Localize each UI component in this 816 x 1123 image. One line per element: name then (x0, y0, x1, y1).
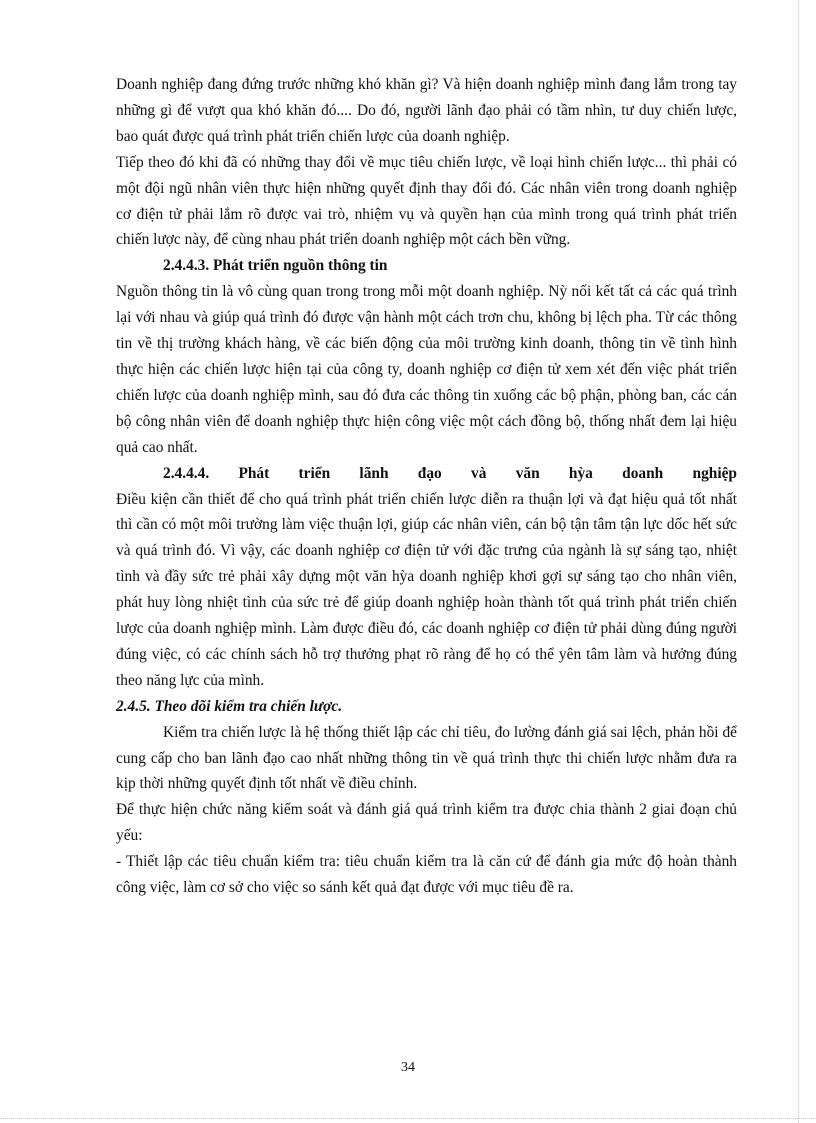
heading-2443-information: 2.4.4.3. Phát triển nguồn thông tin (163, 257, 388, 275)
page-number: 34 (401, 1060, 415, 1075)
heading-245-monitoring: 2.4.5. Theo dõi kiểm tra chiến lược. (116, 697, 343, 715)
paragraph-information: Nguồn thông tin là vô cùng quan trong trong mỗi một doanh nghiệp. Nỳ nối kết tất cả các quá trình lại với nhau và giúp quá trình đó được vận hành một cách trơn chu, không bị lệch pha. Từ các thông tin về thị trường khách hàng, về các biến động của môi trường kinh doanh, thông tin về tình hình thực hiện các chiến lược hiện tại của công ty, doanh nghiệp cơ điện tử xem xét đến việc phát triển chiến lược của doanh nghiệp mình, sau đó đưa các thông tin xuống các bộ phận, phòng ban, các cán bộ công nhân viên để doanh nghiệp thực hiện công việc một cách đồng bộ, thống nhất đem lại hiệu quả cao nhất. (116, 283, 737, 456)
paragraph-challenges: Doanh nghiệp đang đứng trước những khó khăn gì? Và hiện doanh nghiệp mình đang lắm trong tay những gì để vượt qua khó khăn đó.... Do đó, người lãnh đạo phải có tầm nhìn, tư duy chiến lược, bao quát được quá trình phát triển chiến lược của doanh nghiệp. (116, 76, 737, 145)
paragraph-leadership-culture: Điều kiện cần thiết để cho quá trình phát triển chiến lược diễn ra thuận lợi và đạt hiệu quả tốt nhất thì cần có một môi trường làm việc thuận lợi, giúp các nhân viên, cán bộ tận tâm tận lực dốc hết sức và quá trình đó. Vì vậy, các doanh nghiệp cơ điện tử với đặc trưng của ngành là sự sáng tạo, nhiệt tình và đầy sức trẻ phải xây dựng một văn hỳa doanh nghiệp khơi gợi sự sáng tạo cho nhân viên, phát huy lòng nhiệt tình của sức trẻ để giúp doanh nghiệp hoàn thành tốt quá trình phát triển chiến lược của doanh nghiệp mình. Làm được điều đó, các doanh nghiệp cơ điện tử phải dùng đúng người đúng việc, có các chính sách hỗ trợ thưởng phạt rõ ràng để họ có thể yên tâm làm và hưởng đúng theo năng lực của mình. (116, 490, 737, 689)
paragraph-strategy-control: Kiểm tra chiến lược là hệ thống thiết lập các chỉ tiêu, đo lường đánh giá sai lệch, phản hồi để cung cấp cho ban lãnh đạo cao nhất những thông tin về quá trình thực thi chiến lược nhằm đưa ra kịp thời những quyết định tốt nhất về điều chỉnh. (116, 723, 737, 793)
page-border-right (798, 0, 799, 1123)
document-body (116, 72, 737, 901)
paragraph-two-stages: Để thực hiện chức năng kiểm soát và đánh giá quá trình kiểm tra được chia thành 2 giai đoạn chủ yếu: (116, 801, 737, 845)
page-border-bottom (0, 1118, 816, 1119)
paragraph-staff: Tiếp theo đó khi đã có những thay đổi về mục tiêu chiến lược, về loại hình chiến lược... thì phải có một đội ngũ nhân viên thực hiện những quyết định thay đổi đó. Các nhân viên trong doanh nghiệp cơ điện tử phải lắm rõ được vai trò, nhiệm vụ và quyền hạn của mình trong quá trình phát triển chiến lược này, để cùng nhau phát triển doanh nghiệp một cách bền vững. (116, 153, 737, 249)
paragraph-standards: - Thiết lập các tiêu chuẩn kiểm tra: tiêu chuẩn kiểm tra là căn cứ để đánh gia mức độ hoàn thành công việc, làm cơ sở cho việc so sánh kết quả đạt được với mục tiêu đề ra. (116, 853, 737, 897)
heading-2444-leadership-culture: 2.4.4.4. Phát triển lãnh đạo và văn hỳa doanh nghiệp (163, 464, 737, 482)
